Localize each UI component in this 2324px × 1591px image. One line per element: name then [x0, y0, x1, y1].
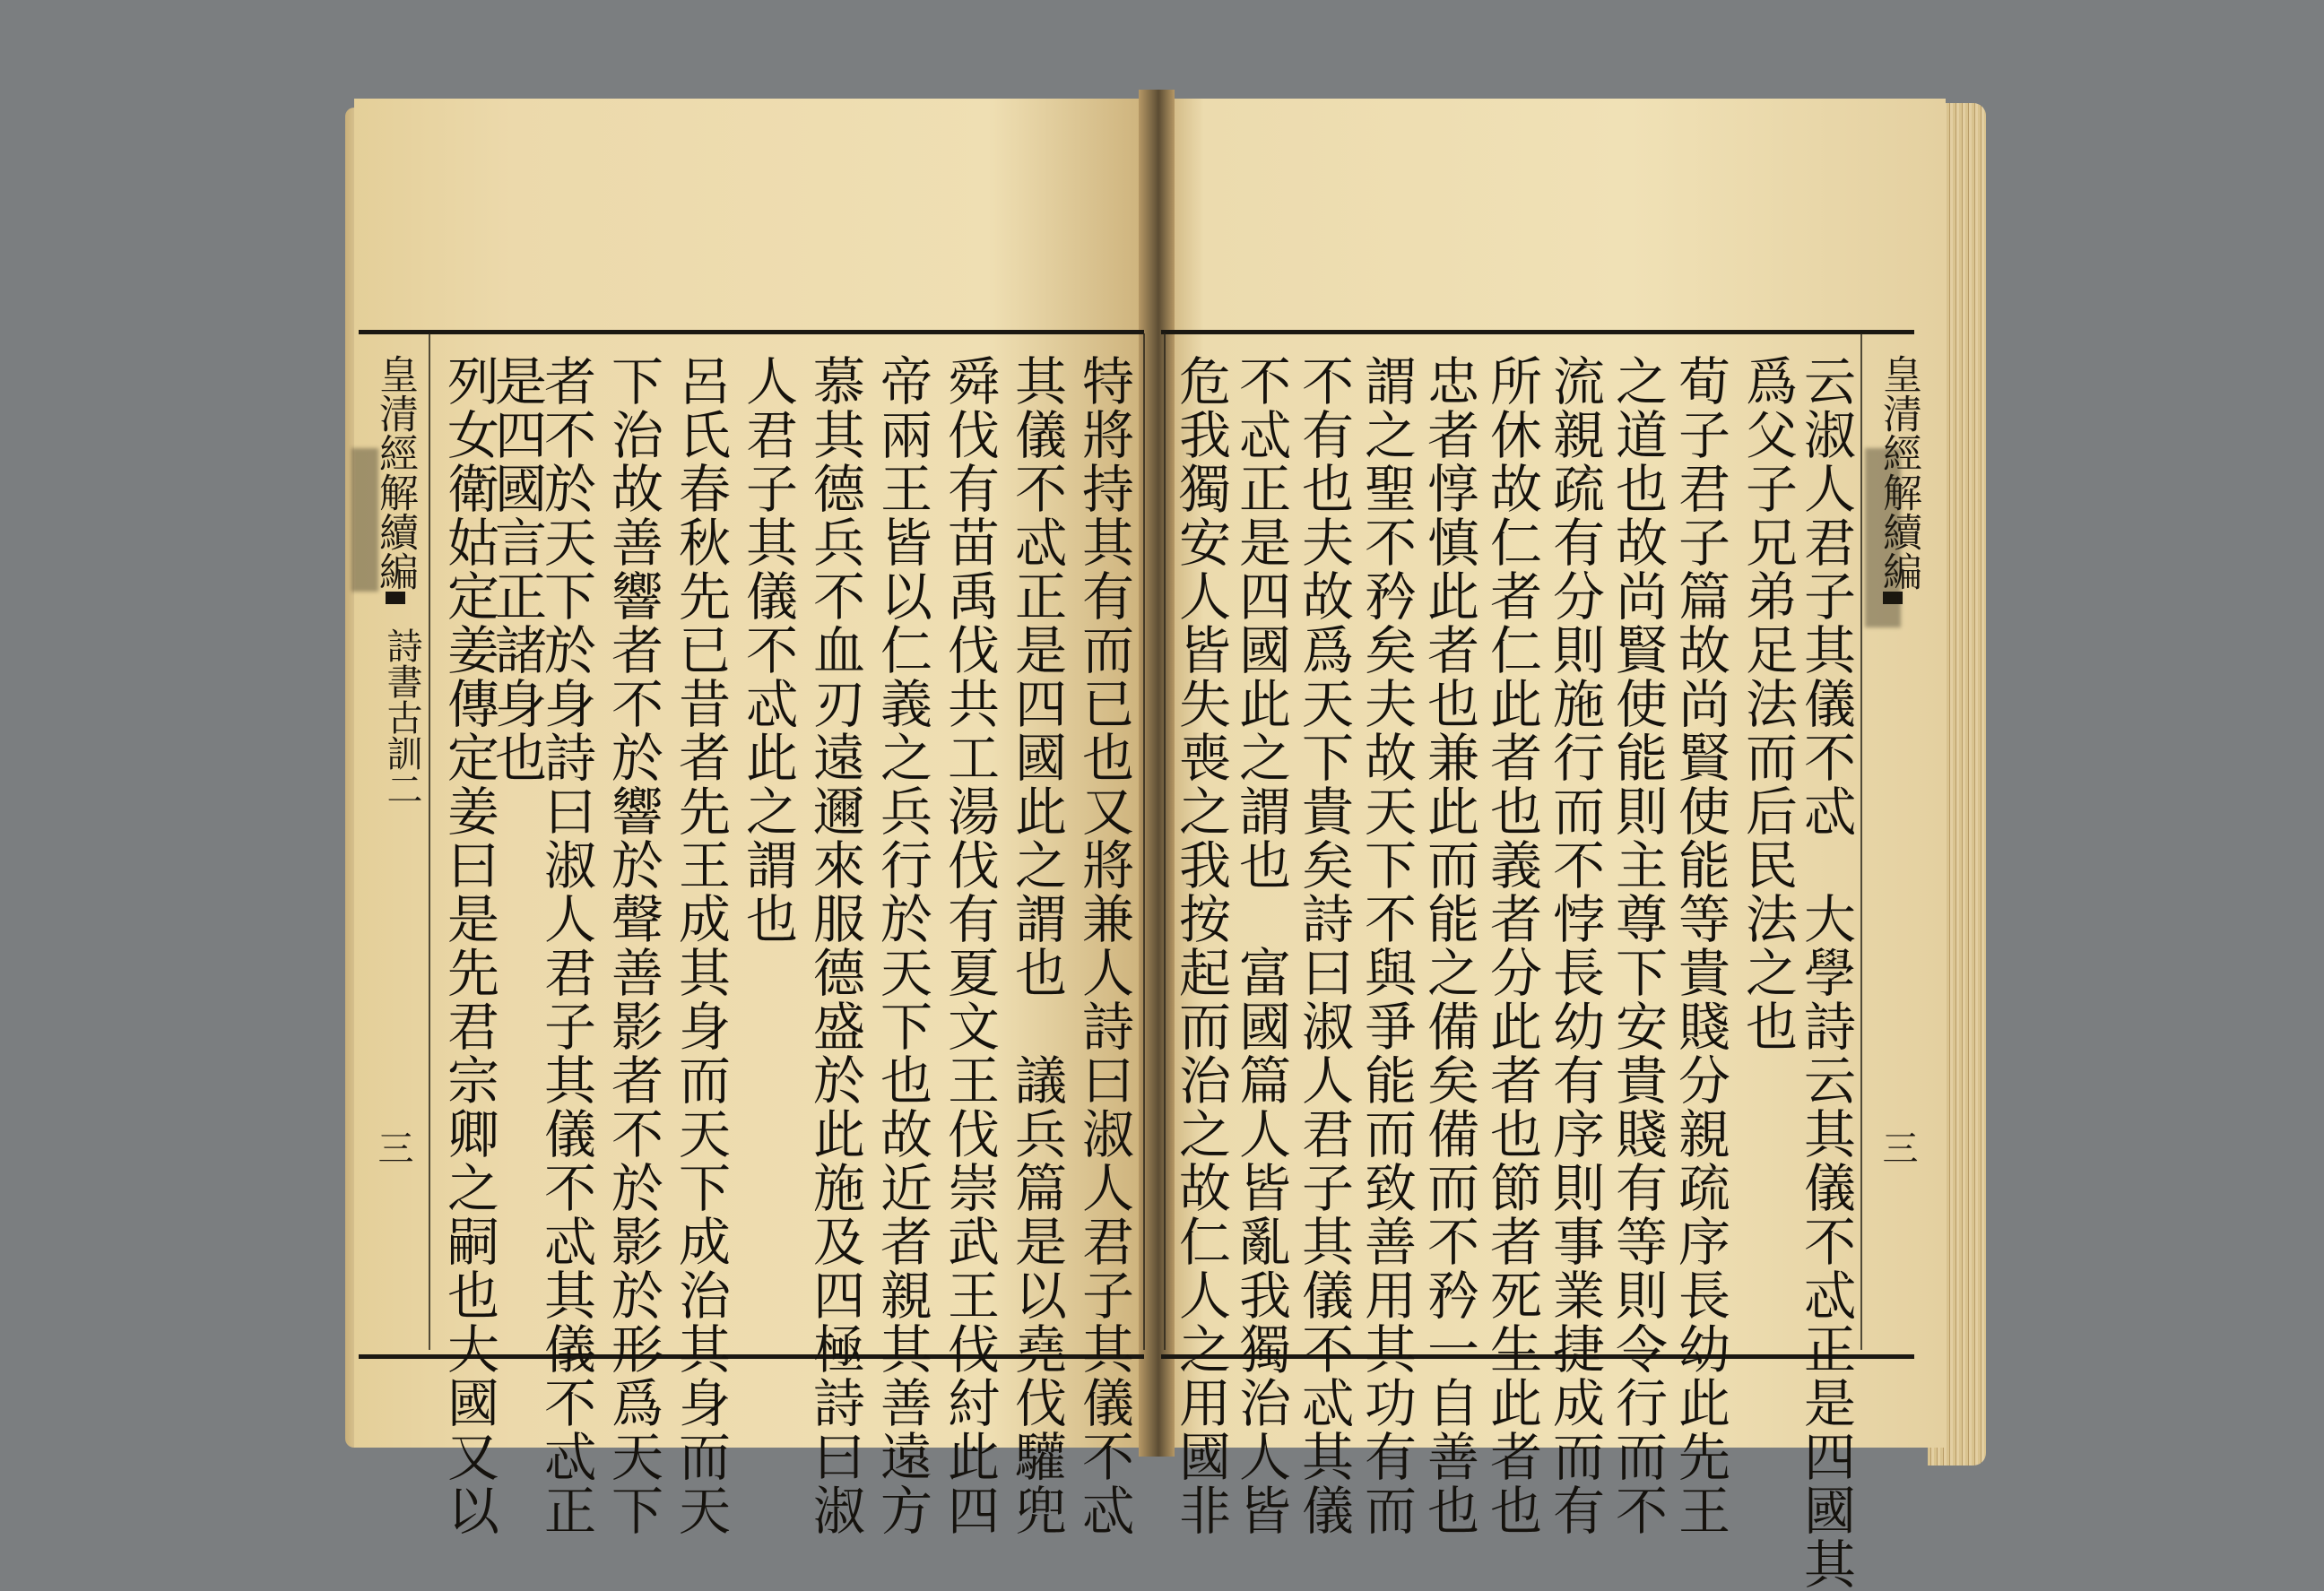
right-text-column-11: 危我獨安人皆失喪之我按起而治之故仁人之用國非 — [1170, 354, 1231, 1537]
left-text-column-8: 下治故善響者不於響於聲善影者不於影於形爲天下 — [603, 354, 663, 1537]
left-text-column-7: 呂氏春秋先已昔者先王成其身而天下成治其身而天 — [670, 354, 731, 1537]
right-text-column-8: 謂之聖不矜矣夫故天下不與爭能而致善用其功有而 — [1356, 354, 1417, 1537]
right-text-column-4: 之道也故尚賢使能則主尊下安貴賤有等則令行而不 — [1607, 354, 1668, 1537]
fold-column-rule — [429, 333, 430, 1350]
right-fold-title: 皇清經解續編 — [1876, 354, 1921, 591]
right-text-column-5: 流親疏有分則施行而不悖長幼有序則事業捷成而有 — [1544, 354, 1605, 1537]
right-fold-column-rule — [1860, 333, 1862, 1350]
left-text-column-2: 其儀不忒正是四國此之謂也 議兵篇是以堯伐驩兜 — [1006, 354, 1067, 1537]
ink-smudge — [1865, 448, 1901, 627]
right-text-column-1: 云淑人君子其儀不忒 大學詩云其儀不忒正是四國其 — [1795, 354, 1856, 1591]
left-text-column-3: 舜伐有苗禹伐共工湯伐有夏文王伐崇武王伐紂此四 — [939, 354, 1000, 1537]
right-frame-left-rule — [1164, 333, 1166, 1350]
ink-smudge — [351, 448, 378, 592]
left-text-column-6: 人君子其儀不忒此之謂也 — [737, 354, 798, 946]
right-text-column-2: 爲父子兄弟足法而后民法之也 — [1737, 354, 1798, 1053]
right-text-column-3: 荀子君子篇故尚賢使能等貴賤分親疏序長幼此先王 — [1669, 354, 1730, 1537]
fold-fishtail-mark — [386, 592, 405, 604]
left-text-column-11: 列女衛姑定姜傳定姜曰是先君宗卿之嗣也大國又以 — [438, 354, 499, 1537]
left-text-column-4: 帝兩王皆以仁義之兵行於天下也故近者親其善遠方 — [872, 354, 932, 1537]
right-text-column-6: 所休故仁者仁此者也義者分此者也節者死生此者也 — [1481, 354, 1542, 1537]
right-text-column-10: 不忒正是四國此之謂也 富國篇人皆亂我獨治人皆 — [1230, 354, 1291, 1537]
left-text-column-1: 特將持其有而已也又將兼人詩曰淑人君子其儀不忒 — [1073, 354, 1134, 1537]
left-text-column-9: 者不於天下於身詩曰淑人君子其儀不忒其儀不忒正 — [535, 354, 596, 1537]
page-edge-rule — [1143, 333, 1145, 1350]
left-fold-subtitle: 詩書古訓二 — [381, 627, 422, 807]
left-fold-title: 皇清經解續編 — [372, 354, 418, 591]
right-text-column-9: 不有也夫故爲天下貴矣詩曰淑人君子其儀不忒其儀 — [1293, 354, 1354, 1537]
left-text-column-5: 慕其德兵不血刃遠邇來服德盛於此施及四極詩曰淑 — [804, 354, 865, 1537]
right-fold-page-number: 三 — [1877, 1129, 1918, 1165]
left-text-column-10: 是四國言正諸身也 — [486, 354, 547, 784]
right-text-column-7: 忠者惇慎此者也兼此而能之備矣備而不矜一自善也 — [1418, 354, 1479, 1537]
left-fold-page-number: 三 — [372, 1129, 413, 1165]
